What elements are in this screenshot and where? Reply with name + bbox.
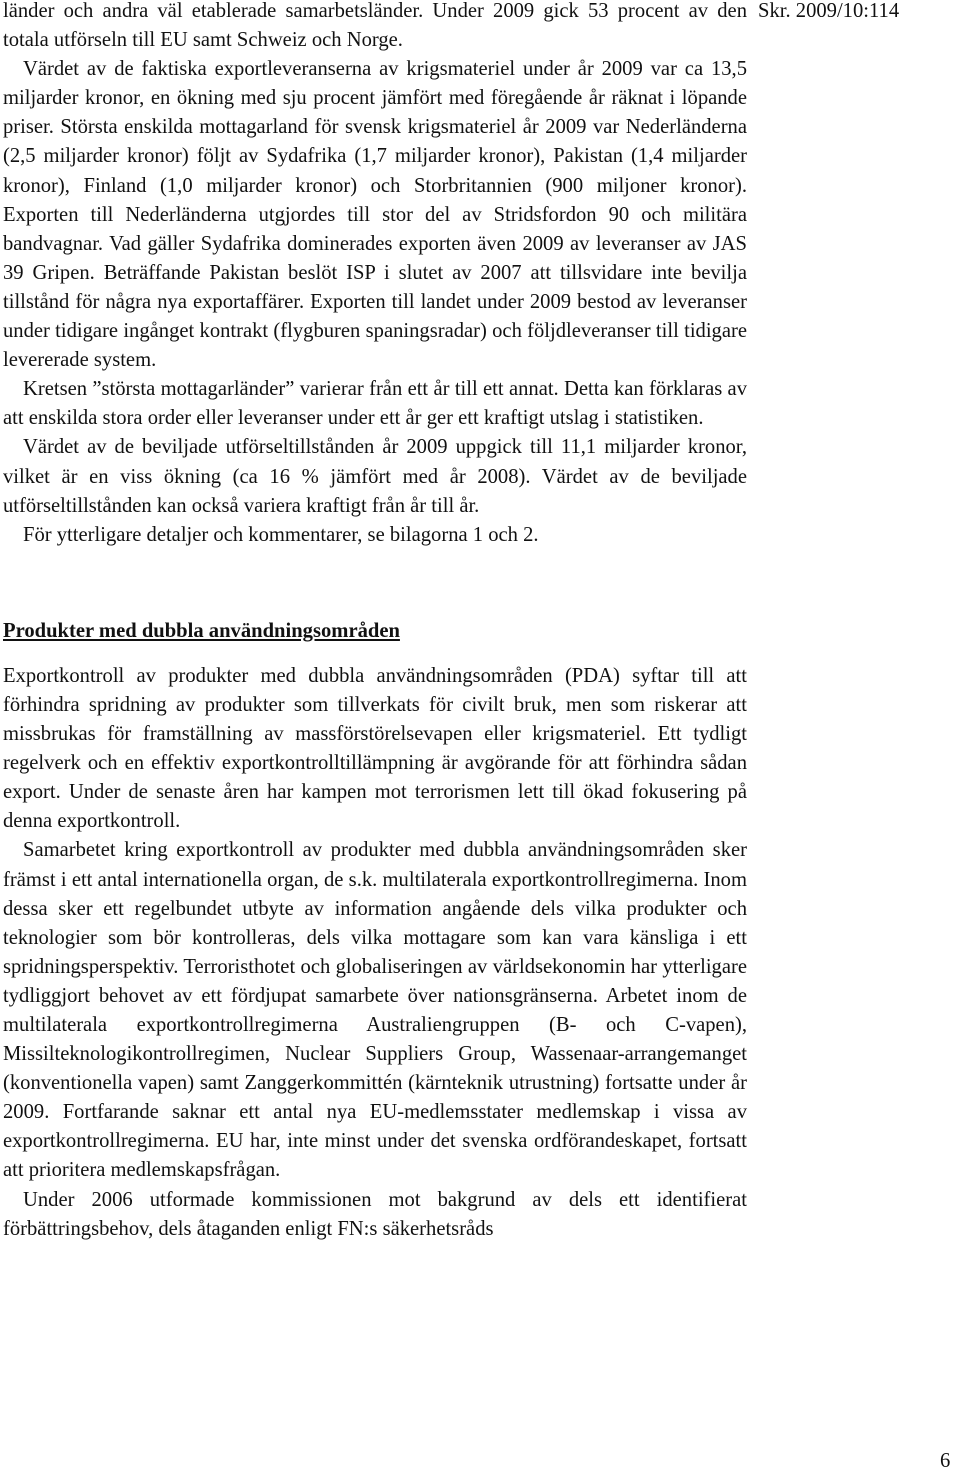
paragraph: Kretsen ”största mottagarländer” varierar från ett år till ett annat. Detta kan förklaras av att enskilda stora order eller leveranser under ett år ger ett kraftigt utslag i statistiken. xyxy=(3,378,747,430)
paragraph: Värdet av de faktiska exportleveranserna av krigsmateriel under år 2009 var ca 13,5 miljarder kronor, en ökning med sju procent jämfört med föregående år räknat i löpande priser. Största enskilda mottagarland för svensk krigsmateriel år 2009 var Nederländerna (2,5 miljarder kronor) följt av Sydafrika (1,7 miljarder kronor), Pakistan (1,4 miljarder kronor), Finland (1,0 miljarder kronor) och Storbritannien (900 miljoner kronor). Exporten till Nederländerna utgjordes till stor del av Stridsfordon 90 och militära bandvagnar. Vad gäller Sydafrika dominerades exporten även 2009 av leveranser av JAS 39 Gripen. Beträffande Pakistan beslöt ISP i slutet av 2007 att tillsvidare inte bevilja tillstånd för några nya exportaffärer. Exporten till landet under 2009 bestod av leveranser under tidigare ingånget kontrakt (flygburen spaningsradar) och följdleveranser till tidigare levererade system. xyxy=(3,58,747,372)
document-reference: Skr. 2009/10:114 xyxy=(758,0,900,22)
paragraph: För ytterligare detaljer och kommentarer, se bilagorna 1 och 2. xyxy=(23,523,539,546)
paragraph: Samarbetet kring exportkontroll av produkter med dubbla användningsområden sker främst i ett antal internationella organ, de s.k. multilaterala exportkontrollregimerna. Inom dessa sker ett regelbundet utbyte av information angående dels vilka produkter och teknologier som bör kontrolleras, dels vilka mottagare som kan vara känsliga i ett spridningsperspektiv. Terroristhotet och globaliseringen av världsekonomin har ytterligare tydliggjort behovet av ett fördjupat samarbete över nationsgränserna. Arbetet inom de multilaterala exportkontrollregimerna Australiengruppen (B- och C-vapen), Missilteknologikontrollregimen, Nuclear Suppliers Group, Wassenaar-arrangemanget (konventionella vapen) samt Zanggerkommittén (kärnteknik utrustning) fortsatte under år 2009. Fortfarande saknar ett antal nya EU-medlemsstater medlemskap i vissa av exportkontrollregimerna. EU har, inte minst under det svenska ordförandeskapet, fortsatt att prioritera medlemskapsfrågan. xyxy=(3,839,747,1182)
page-number: 6 xyxy=(940,1450,951,1472)
paragraph: Exportkontroll av produkter med dubbla användningsområden (PDA) syftar till att förhindra spridning av produkter som tillverkats för civilt bruk, men som riskerar att missbrukas för framställning av massförstörelsevapen eller krigsmateriel. Ett tydligt regelverk och en effektiv exportkontrolltillämpning är avgörande för att förhindra sådan export. Under de senaste åren har kampen mot terrorismen lett till ökad fokusering på denna exportkontroll. xyxy=(3,664,747,833)
paragraph: Under 2006 utformade kommissionen mot bakgrund av dels ett identifierat förbättringsbehov, dels åtaganden enligt FN:s säkerhetsråds xyxy=(3,1188,747,1240)
paragraph: länder och andra väl etablerade samarbetsländer. Under 2009 gick 53 procent av den totala utförseln till EU samt Schweiz och Norge. xyxy=(3,0,747,52)
paragraph: Värdet av de beviljade utförseltillstånden år 2009 uppgick till 11,1 miljarder kronor, vilket är en viss ökning (ca 16 % jämfört med år 2008). Värdet av de beviljade utförseltillstånden kan också variera kraftigt från år till år. xyxy=(3,436,747,517)
main-text-column xyxy=(3,0,747,1244)
section-heading: Produkter med dubbla användningsområden xyxy=(3,619,400,642)
